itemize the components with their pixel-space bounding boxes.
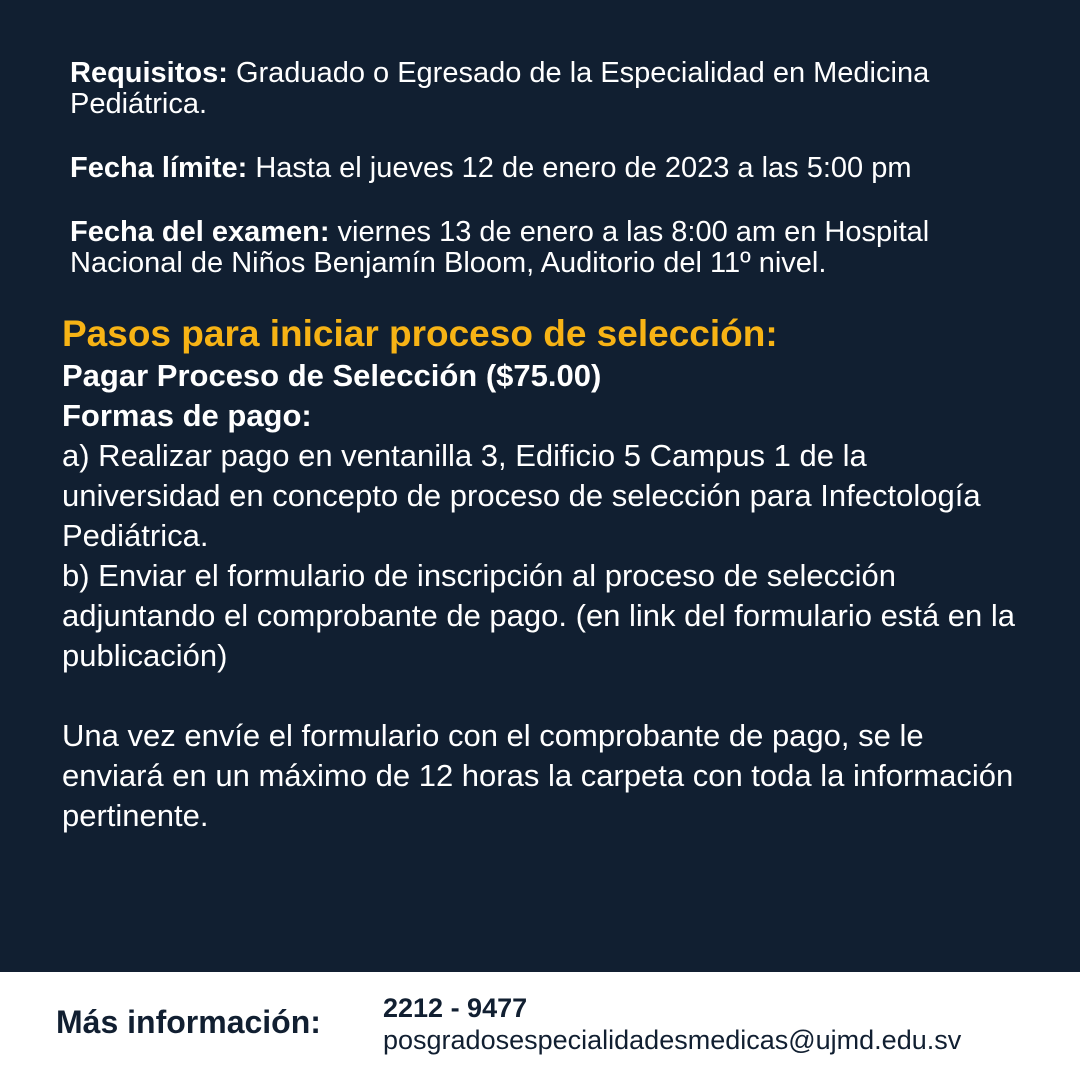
phone-number[interactable]: 2212 - 9477 [383,993,528,1023]
closing-note: Una vez envíe el formulario con el comprobante de pago, se le enviará en un máximo de 12 horas la carpeta con toda la información pertinente. [62,718,1014,833]
more-info-label: Más información: [56,1004,321,1040]
selection-steps-title: Pasos para iniciar proceso de selección: [62,313,778,354]
exam-date-paragraph [70,217,1022,279]
main-content [62,58,1022,867]
contact-footer [0,972,1080,1080]
email-address[interactable]: posgradosespecialidadesmedicas@ujmd.edu.sv [383,1025,962,1055]
payment-option-b: b) Enviar el formulario de inscripción al proceso de selección adjuntando el comprobante de pago. (en link del formulario está en la publicación) [62,558,1016,673]
exam-date-label: Fecha del examen: [70,216,330,248]
exam-date-text: viernes 13 de enero a las 8:00 am en Hospital Nacional de Niños Benjamín Bloom, Auditorio del 11º nivel. [70,216,930,279]
payment-instruction: Pagar Proceso de Selección ($75.00) [62,358,602,393]
payment-steps [62,356,1022,676]
application-info [70,58,1022,279]
deadline-label: Fecha límite: [70,152,248,184]
payment-methods-heading: Formas de pago: [62,398,312,433]
deadline-text: Hasta el jueves 12 de enero de 2023 a las 5:00 pm [247,152,912,184]
payment-option-a: a) Realizar pago en ventanilla 3, Edificio 5 Campus 1 de la universidad en concepto de proceso de selección para Infectología Pediátrica. [62,438,981,553]
requirements-label: Requisitos: [70,57,228,89]
selection-steps [62,312,1022,676]
contact-details [383,992,961,1056]
requirements-text: Graduado o Egresado de la Especialidad en Medicina Pediátrica. [70,57,930,120]
deadline-paragraph [70,153,1022,184]
requirements-paragraph [70,58,1022,120]
